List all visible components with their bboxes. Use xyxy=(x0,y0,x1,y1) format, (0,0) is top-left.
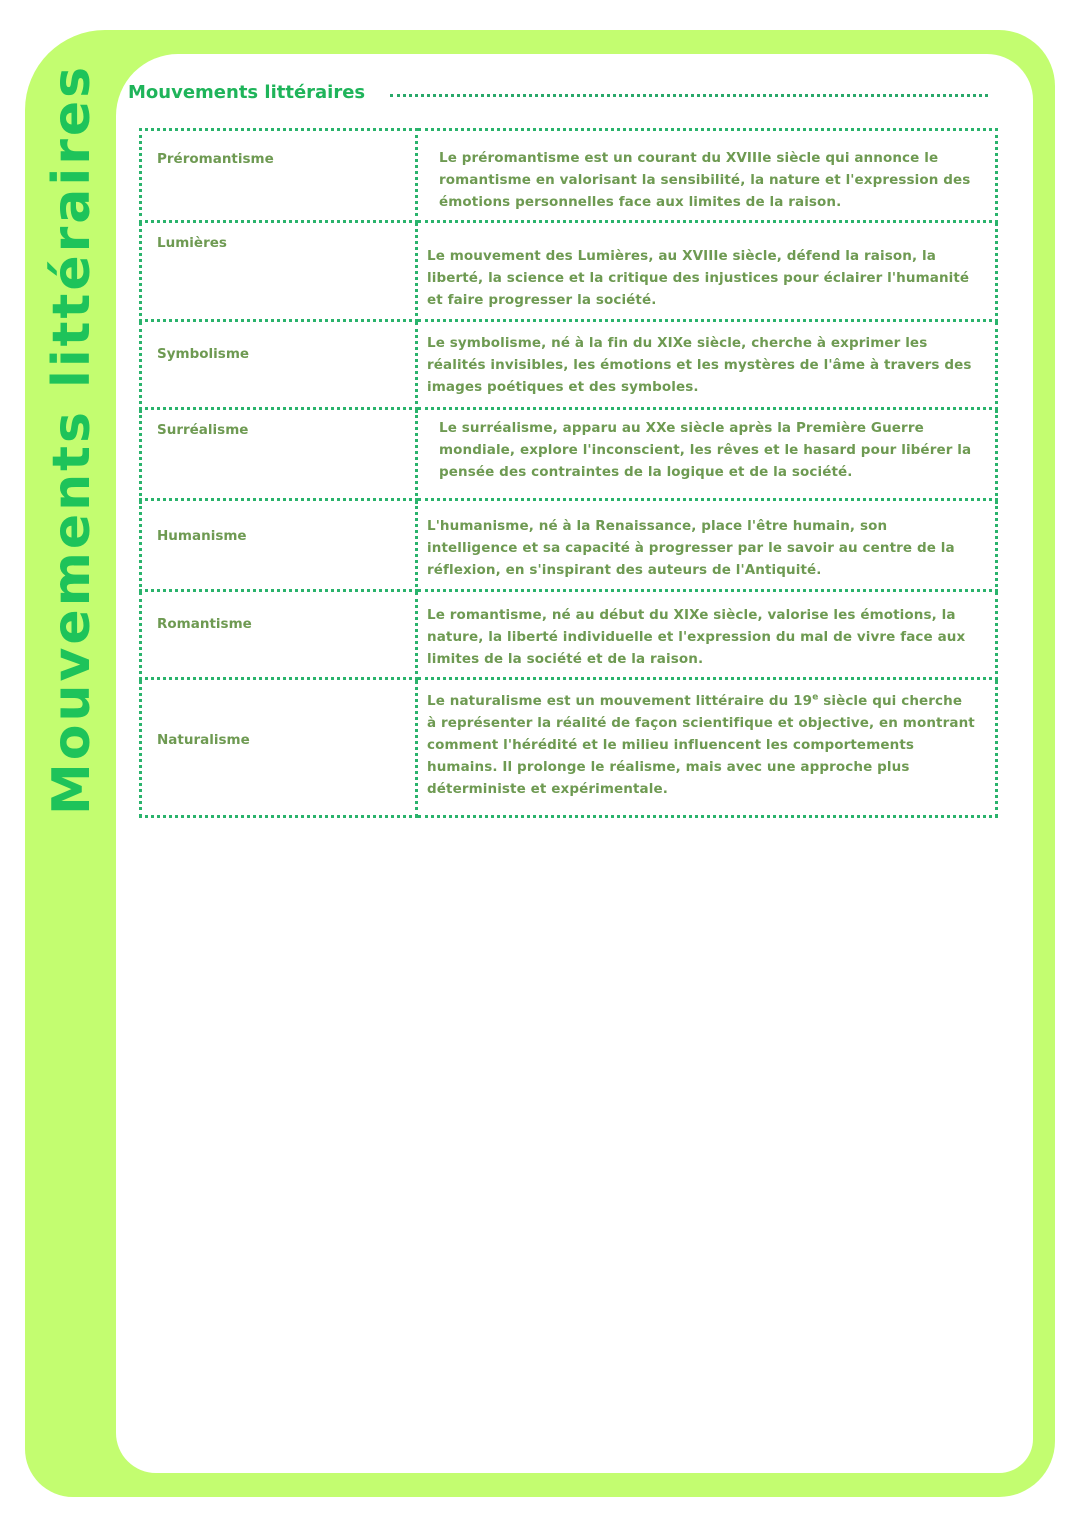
page-title: Mouvements littéraires xyxy=(128,82,366,103)
table-row xyxy=(141,409,997,500)
movement-description: Le préromantisme est un courant du XVIIIe siècle qui annonce le romantisme en valorisant la sensibilité, la nature et l'expression des émotions personnelles face aux limites de la raison. xyxy=(439,150,971,210)
movement-description-cell xyxy=(417,321,997,409)
movement-description-cell xyxy=(417,500,997,591)
movement-name-cell xyxy=(141,500,417,591)
movement-name-cell xyxy=(141,222,417,321)
movement-description-cell xyxy=(417,409,997,500)
table-row xyxy=(141,591,997,679)
table-row xyxy=(141,130,997,222)
movement-name: Symbolisme xyxy=(157,346,250,362)
movement-name-cell xyxy=(141,321,417,409)
movement-name: Romantisme xyxy=(157,616,252,632)
movement-name-cell xyxy=(141,591,417,679)
movement-name-cell xyxy=(141,409,417,500)
side-title: Mouvements littéraires xyxy=(42,63,102,815)
table-row xyxy=(141,222,997,321)
movement-description: Le mouvement des Lumières, au XVIIIe siècle, défend la raison, la liberté, la science et la critique des injustices pour éclairer l'humanité et faire progresser la société. xyxy=(427,248,970,308)
movement-name-cell xyxy=(141,679,417,817)
movement-description-cell xyxy=(417,679,997,817)
movements-table xyxy=(139,128,998,818)
movement-description-cell xyxy=(417,591,997,679)
movement-description: Le symbolisme, né à la fin du XIXe siècle, cherche à exprimer les réalités invisibles, les émotions et les mystères de l'âme à travers des images poétiques et des symboles. xyxy=(427,335,972,395)
ordinal-superscript: e xyxy=(812,692,819,703)
movement-description-cell xyxy=(417,222,997,321)
description-part: siècle qui cherche à représenter la réalité de façon scientifique et objective, en montrant comment l'hérédité et le milieu influencent les comportements humains. Il prolonge le réalisme, mais avec une approche plus déterministe et expérimentale. xyxy=(427,693,975,797)
movement-name: Lumières xyxy=(157,235,227,251)
movement-name: Préromantisme xyxy=(157,151,274,167)
movement-name: Surréalisme xyxy=(157,422,249,438)
movement-description: L'humanisme, né à la Renaissance, place l'être humain, son intelligence et sa capacité à progresser par le savoir au centre de la réflexion, en s'inspirant des auteurs de l'Antiquité. xyxy=(427,518,955,578)
movement-description-cell xyxy=(417,130,997,222)
description-part: Le naturalisme est un mouvement littéraire du 19 xyxy=(427,693,813,709)
movement-name: Naturalisme xyxy=(157,732,250,748)
movement-description: Le romantisme, né au début du XIXe siècle, valorise les émotions, la nature, la liberté individuelle et l'expression du mal de vivre face aux limites de la société et de la raison. xyxy=(427,607,966,667)
movement-description: Le surréalisme, apparu au XXe siècle après la Première Guerre mondiale, explore l'inconscient, les rêves et le hasard pour libérer la pensée des contraintes de la logique et de la société. xyxy=(439,420,972,480)
table-row xyxy=(141,679,997,817)
title-dotted-rule xyxy=(390,94,988,97)
movement-name: Humanisme xyxy=(157,528,247,544)
movement-name-cell xyxy=(141,130,417,222)
table-row xyxy=(141,321,997,409)
movement-description xyxy=(418,680,995,800)
table-row xyxy=(141,500,997,591)
